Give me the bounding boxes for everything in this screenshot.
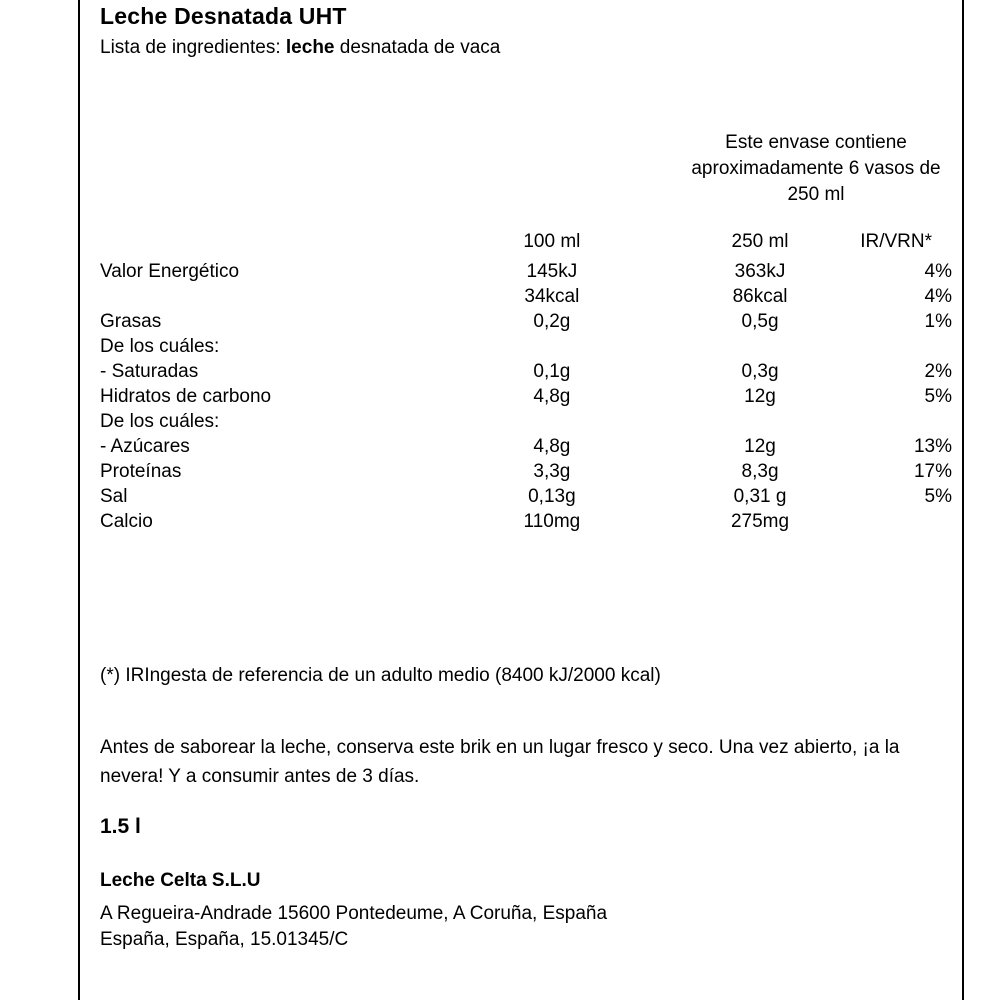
nutrient-per-100ml: [438, 334, 666, 359]
storage-advice: Antes de saborear la leche, conserva este brik en un lugar fresco y seco. Una vez abierto, ¡a la nevera! Y a consumir antes de 3 días.: [100, 737, 900, 787]
nutrition-table: [100, 229, 952, 534]
nutrient-name: Valor Energético: [100, 261, 240, 282]
nutrient-per-100ml: 3,3g: [533, 461, 571, 482]
reference-intake-footnote: (*) IRIngesta de referencia de un adulto medio (8400 kJ/2000 kcal): [100, 665, 661, 686]
nutrient-ir: 13%: [913, 436, 952, 457]
company-address-line-2: España, España, 15.01345/C: [100, 929, 349, 950]
nutrient-per-100ml: 145kJ: [526, 261, 578, 282]
company-name: Leche Celta S.L.U: [100, 870, 261, 891]
nutrient-per-100ml: 110mg: [523, 511, 581, 532]
nutrient-ir: [854, 334, 952, 359]
nutrient-name: De los cuáles:: [100, 411, 220, 432]
nutrient-per-250ml: [666, 334, 854, 359]
header-reference-intake: IR/VRN*: [860, 231, 933, 252]
nutrient-name: Proteínas: [100, 461, 182, 482]
table-row: [100, 484, 952, 509]
nutrient-per-100ml: 0,1g: [533, 361, 571, 382]
table-row: [100, 509, 952, 534]
ingredients-highlight: leche: [285, 37, 335, 58]
table-row: [100, 359, 952, 384]
nutrient-ir: [854, 509, 952, 534]
nutrient-ir: 2%: [924, 361, 952, 382]
package-servings-note: Este envase contiene aproximadamente 6 vasos de 250 ml: [691, 132, 941, 205]
table-header-row: [100, 229, 952, 259]
nutrient-name: [100, 284, 438, 309]
header-per-100ml: 100 ml: [523, 231, 581, 252]
nutrition-table-body: [100, 229, 952, 534]
table-row: [100, 284, 952, 309]
nutrient-name: Grasas: [100, 311, 162, 332]
ingredients-label: Lista de ingredientes:: [100, 37, 286, 58]
nutrient-ir: 5%: [924, 486, 952, 507]
nutrient-per-250ml: 275mg: [730, 511, 790, 532]
ingredients-text: desnatada de vaca: [334, 37, 501, 58]
nutrient-per-250ml: 8,3g: [741, 461, 779, 482]
nutrient-per-100ml: 34kcal: [524, 286, 580, 307]
header-nutrient: [100, 229, 438, 259]
nutrient-per-250ml: 12g: [744, 436, 776, 457]
nutrient-per-100ml: 4,8g: [533, 436, 571, 457]
nutrient-per-100ml: 0,13g: [528, 486, 576, 507]
ingredients-line: [100, 37, 500, 59]
nutrient-name: Calcio: [100, 511, 153, 532]
nutrient-per-250ml: 0,5g: [741, 311, 779, 332]
company-address-line-1: A Regueira-Andrade 15600 Pontedeume, A Coruña, España: [100, 903, 608, 924]
header-per-250ml: 250 ml: [731, 231, 789, 252]
nutrient-ir: [854, 409, 952, 434]
nutrient-name: Sal: [100, 486, 128, 507]
label-right-border: [962, 0, 964, 1000]
label-content: [100, 0, 952, 1000]
nutrient-name: - Saturadas: [100, 361, 199, 382]
table-row: [100, 334, 952, 359]
net-volume: 1.5 l: [100, 815, 141, 838]
table-row: [100, 409, 952, 434]
nutrient-ir: 17%: [913, 461, 952, 482]
nutrient-per-250ml: 0,31 g: [733, 486, 787, 507]
nutrient-ir: 5%: [924, 386, 952, 407]
nutrient-name: De los cuáles:: [100, 336, 220, 357]
nutrient-per-250ml: 363kJ: [734, 261, 786, 282]
label-left-border: [78, 0, 80, 1000]
table-row: [100, 434, 952, 459]
nutrient-name: - Azúcares: [100, 436, 190, 457]
table-row: [100, 259, 952, 284]
table-row: [100, 384, 952, 409]
nutrient-ir: 4%: [924, 286, 952, 307]
nutrient-per-100ml: [438, 409, 666, 434]
nutrient-ir: 1%: [924, 311, 952, 332]
nutrient-per-250ml: 12g: [744, 386, 776, 407]
nutrient-per-250ml: 86kcal: [732, 286, 788, 307]
nutrient-name: Hidratos de carbono: [100, 386, 272, 407]
nutrient-per-250ml: 0,3g: [741, 361, 779, 382]
nutrient-ir: 4%: [924, 261, 952, 282]
page-title: Leche Desnatada UHT: [100, 3, 347, 29]
nutrient-per-100ml: 0,2g: [533, 311, 571, 332]
nutrient-per-250ml: [666, 409, 854, 434]
table-row: [100, 309, 952, 334]
nutrient-per-100ml: 4,8g: [533, 386, 571, 407]
table-row: [100, 459, 952, 484]
